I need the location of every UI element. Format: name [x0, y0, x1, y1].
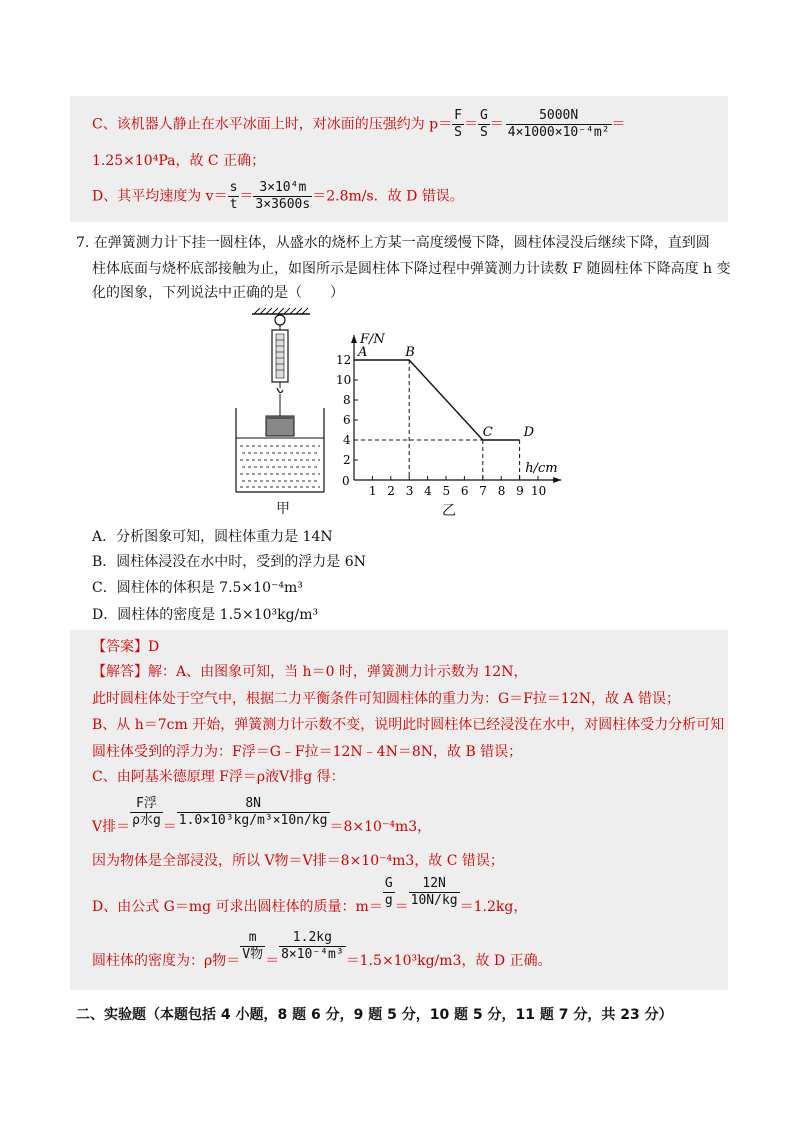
- question7-stem-2: 柱体底面与烧杯底部接触为止，如图所示是圆柱体下降过程中弹簧测力计读数 F 随圆柱体下降高度 h 变: [92, 261, 731, 277]
- figure-spring-scale: [230, 306, 340, 520]
- fraction-speed: $\frac{\text{3×10⁴m}}{3\times 3600s}$: [255, 180, 311, 212]
- y-axis-label: F/N: [360, 332, 385, 347]
- fraction-g-over-g: $\frac{G}{g}$: [384, 876, 393, 908]
- force-height-chart: [330, 316, 590, 506]
- x-tick-label: 6: [460, 484, 469, 498]
- fraction-buoyancy-density: $\frac{\text{F浮}}{\text{ρ水g}}$: [132, 796, 161, 828]
- option-d-explanation: D、其平均速度为 v＝ $\frac{s}{t}$ ＝ $\frac{\text{3×10⁴m}}{3\times 3600s}$ ＝2.8m/s．故 D 错误。: [92, 180, 464, 212]
- y-axis-arrow: [351, 335, 357, 343]
- fraction-s-t: $\frac{s}{t}$: [229, 180, 238, 212]
- x-tick-label: 8: [497, 484, 506, 498]
- x-axis-arrow: [553, 477, 561, 483]
- density-formula: 圆柱体的密度为：ρ物＝ $\frac{m}{\text{V物}}$ ＝ $\frac{1.2kg}{\text{8×10⁻⁴m³}}$ ＝1.5×10³kg/m3，故 D 正确。: [92, 930, 552, 969]
- point-label-b: B: [405, 345, 415, 360]
- fraction-pressure: $\frac{5000N}{\text{4×1000×10⁻⁴m²}}$: [507, 108, 610, 140]
- option-c-explanation: C、该机器人静止在水平冰面上时，对冰面的压强约为 p＝ $\frac{F}{S}$ ＝ $\frac{G}{S}$ ＝ $\frac{5000N}{\text{4×1000×10⁻⁴m²}}$ ＝: [92, 108, 626, 140]
- point-label-a: A: [358, 345, 368, 360]
- x-tick-label: 7: [479, 484, 487, 498]
- solution-line-1: 【解答】解：A、由图象可知，当 h＝0 时，弹簧测力计示数为 12N，: [92, 664, 528, 680]
- volume-formula: V排＝ $\frac{\text{F浮}}{\text{ρ水g}}$ ＝ $\frac{8N}{\text{1.0×10³kg/m³×10n/kg}}$ ＝8×10⁻⁴m3，: [92, 796, 432, 835]
- fraction-volume-value: $\frac{8N}{\text{1.0×10³kg/m³×10n/kg}}$: [178, 796, 328, 828]
- mass-formula: D、由公式 G＝mg 可求出圆柱体的质量：m＝ $\frac{G}{g}$ ＝ $\frac{12N}{10N/kg}$ ＝1.2kg，: [92, 876, 528, 915]
- y-tick-label: 12: [336, 353, 352, 367]
- y-tick-label: 4: [343, 433, 351, 447]
- y-tick-label: 8: [343, 393, 351, 407]
- question7-stem-3: 化的图象，下列说法中正确的是（ ）: [92, 285, 344, 301]
- point-label-d: D: [523, 425, 535, 440]
- fraction-g-s: $\frac{G}{S}$: [479, 108, 488, 140]
- x-tick-label: 1: [368, 484, 377, 498]
- solution-line-3: B、从 h＝7cm 开始，弹簧测力计示数不变，说明此时圆柱体已经浸没在水中，对圆柱体受力分析可知: [92, 717, 725, 733]
- section-title-experiments: 二、实验题（本题包括 4 小题，8 题 6 分，9 题 5 分，10 题 5 分，11 题 7 分，共 23 分）: [76, 1007, 673, 1023]
- fraction-f-s: $\frac{F}{S}$: [454, 108, 462, 140]
- force-curve: [354, 360, 520, 440]
- figure-label-yi: 乙: [442, 503, 456, 519]
- solution-line-4: 圆柱体受到的浮力为：F浮＝G﹣F拉＝12N﹣4N＝8N，故 B 错误；: [92, 744, 523, 760]
- option-c-result: 1.25×10⁴Pa，故 C 正确；: [92, 153, 266, 169]
- question7-stem-1: 7. 在弹簧测力计下挂一圆柱体，从盛水的烧杯上方某一高度缓慢下降，圆柱体浸没后继续下降，直到圆: [76, 235, 710, 251]
- origin-label: 0: [342, 474, 350, 488]
- option-d: D．圆柱体的密度是 1.5×10³kg/m³: [92, 607, 319, 623]
- x-tick-label: 5: [442, 484, 451, 498]
- y-tick-label: 6: [343, 413, 351, 427]
- option-c: C．圆柱体的体积是 7.5×10⁻⁴m³: [92, 580, 303, 596]
- answer-label: 【答案】D: [92, 639, 160, 655]
- y-tick-label: 10: [336, 373, 352, 387]
- fraction-m-over-v: $\frac{m}{\text{V物}}$: [242, 930, 264, 962]
- solution-line-5: C、由阿基米德原理 F浮＝ρ液V排g 得：: [92, 769, 345, 785]
- x-tick-label: 2: [387, 484, 395, 498]
- x-tick-label: 10: [531, 484, 547, 498]
- fraction-mass-value: $\frac{12N}{10N/kg}$: [410, 876, 458, 908]
- solution-line-6: 因为物体是全部浸没，所以 V物＝V排＝8×10⁻⁴m3，故 C 错误；: [92, 853, 504, 869]
- point-label-c: C: [482, 425, 493, 440]
- y-tick-label: 2: [343, 453, 351, 467]
- solution-line-2: 此时圆柱体处于空气中，根据二力平衡条件可知圆柱体的重力为：G＝F拉＝12N，故 A 错误；: [92, 691, 680, 707]
- option-a: A．分析图象可知，圆柱体重力是 14N: [92, 529, 333, 545]
- x-axis-label: h/cm: [525, 461, 558, 476]
- figure-label-jia: 甲: [276, 501, 290, 517]
- x-tick-label: 3: [405, 484, 414, 498]
- fraction-density-value: $\frac{1.2kg}{\text{8×10⁻⁴m³}}$: [281, 930, 344, 962]
- x-tick-label: 4: [424, 484, 432, 498]
- x-tick-label: 9: [516, 484, 524, 498]
- option-b: B．圆柱体浸没在水中时，受到的浮力是 6N: [92, 554, 366, 570]
